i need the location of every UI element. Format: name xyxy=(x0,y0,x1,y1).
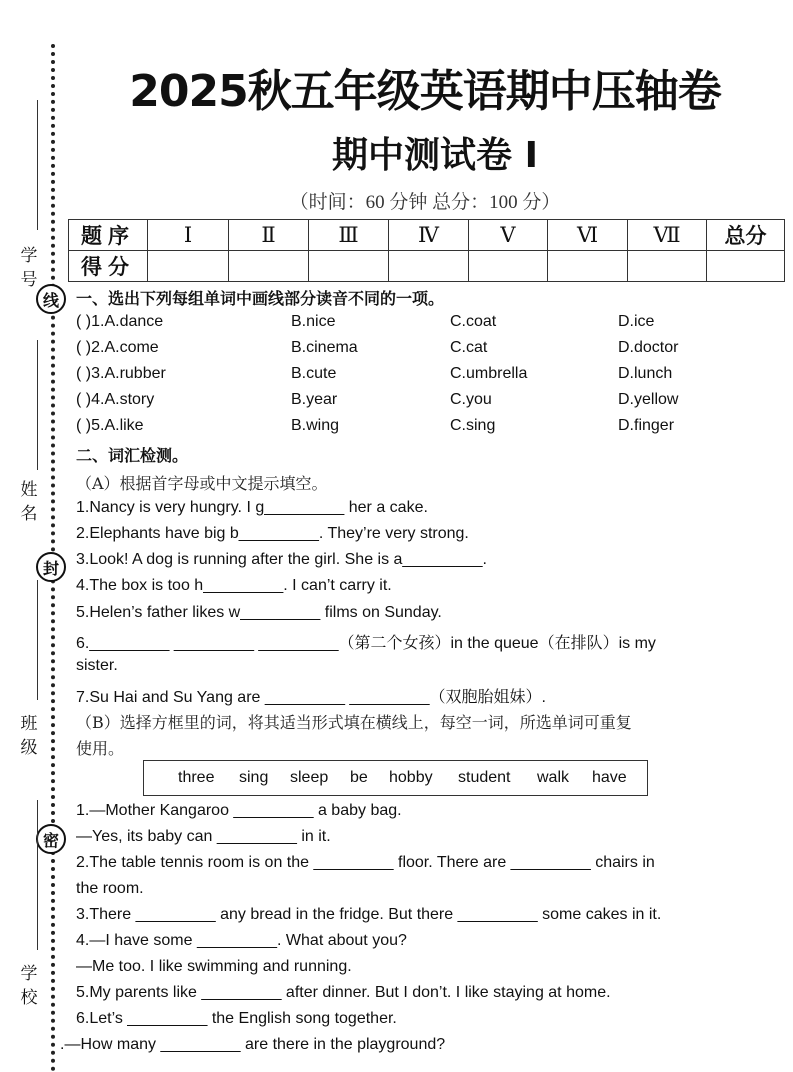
b-line-4: 4.—I have some _________. What about you? xyxy=(76,932,407,949)
word-box-item: sleep xyxy=(290,769,329,786)
b-line-3: 3.There _________ any bread in the fridge. But there _________ some cakes in it. xyxy=(76,906,662,923)
b-line-2: 2.The table tennis room is on the _________ floor. There are _________ chairs in xyxy=(76,854,655,871)
a-line-7: 7.Su Hai and Su Yang are _________ _________（双胞胎姐妹）. xyxy=(76,689,546,706)
section1-heading: 一、选出下列每组单词中画线部分读音不同的一项。 xyxy=(76,289,445,308)
q5-b: B.wing xyxy=(291,417,340,434)
col-header: Ⅲ xyxy=(309,220,389,251)
a-line-4: 4.The box is too h_________. I can’t carry it. xyxy=(76,577,392,594)
word-box xyxy=(143,760,648,796)
page-subtitle: 期中测试卷 Ⅰ xyxy=(332,135,538,176)
page-title: 2025秋五年级英语期中压轴卷 xyxy=(129,66,721,117)
score-cell[interactable] xyxy=(389,251,469,282)
word-box-item: three xyxy=(178,769,215,786)
b-line-6: 6.Let’s _________ the English song together. xyxy=(76,1010,397,1027)
b-line-7: .—How many _________ are there in the playground? xyxy=(60,1036,446,1053)
class-line xyxy=(37,580,38,700)
a-line-2: 2.Elephants have big b_________. They’re very strong. xyxy=(76,525,469,542)
seal-feng: 封 xyxy=(36,552,66,582)
col-header: Ⅱ xyxy=(229,220,309,251)
score-cell[interactable] xyxy=(707,251,785,282)
score-cell[interactable] xyxy=(628,251,707,282)
q5-d: D.finger xyxy=(618,417,675,434)
score-cell[interactable] xyxy=(548,251,628,282)
word-box-item: be xyxy=(350,769,368,786)
class-label: 班 级 xyxy=(20,714,38,758)
q1-c: C.coat xyxy=(450,313,497,330)
q1-b: B.nice xyxy=(291,313,336,330)
a-line-3: 3.Look! A dog is running after the girl. She is a_________. xyxy=(76,551,487,568)
b-line-1-reply: —Yes, its baby can _________ in it. xyxy=(76,828,331,845)
student-id-label: 学 号 xyxy=(20,246,38,290)
q3-b: B.cute xyxy=(291,365,337,382)
q2-d: D.doctor xyxy=(618,339,679,356)
b-line-4-reply: —Me too. I like swimming and running. xyxy=(76,958,352,975)
section2-heading: 二、词汇检测。 xyxy=(76,446,189,465)
a-line-1: 1.Nancy is very hungry. I g_________ her a cake. xyxy=(76,499,428,516)
score-cell[interactable] xyxy=(229,251,309,282)
q2-a: ( )2.A.come xyxy=(76,339,159,356)
q3-c: C.umbrella xyxy=(450,365,528,382)
a-line-5: 5.Helen’s father likes w_________ films on Sunday. xyxy=(76,604,442,621)
word-box-item: hobby xyxy=(389,769,433,786)
school-line xyxy=(37,800,38,950)
q4-a: ( )4.A.story xyxy=(76,391,155,408)
q5-c: C.sing xyxy=(450,417,496,434)
row-label-score: 得分 xyxy=(69,251,148,282)
part-a-instruction: （A）根据首字母或中文提示填空。 xyxy=(76,474,328,493)
col-header-total: 总分 xyxy=(707,220,785,251)
word-box-item: have xyxy=(592,769,627,786)
word-box-item: student xyxy=(458,769,511,786)
q3-a: ( )3.A.rubber xyxy=(76,365,166,382)
q3-d: D.lunch xyxy=(618,365,673,382)
word-box-item: walk xyxy=(537,769,570,786)
q1-a: ( )1.A.dance xyxy=(76,313,164,330)
col-header: Ⅵ xyxy=(548,220,628,251)
q2-b: B.cinema xyxy=(291,339,358,356)
name-line xyxy=(37,340,38,470)
b-line-5: 5.My parents like _________ after dinner. But I don’t. I like staying at home. xyxy=(76,984,611,1001)
school-label: 学 校 xyxy=(20,964,38,1008)
q5-a: ( )5.A.like xyxy=(76,417,144,434)
col-header: Ⅶ xyxy=(628,220,707,251)
q1-d: D.ice xyxy=(618,313,655,330)
q4-d: D.yellow xyxy=(618,391,679,408)
score-cell[interactable] xyxy=(309,251,389,282)
seal-mi: 密 xyxy=(36,824,66,854)
b-line-2-cont: the room. xyxy=(76,880,144,897)
q4-b: B.year xyxy=(291,391,338,408)
name-label: 姓 名 xyxy=(20,480,38,524)
score-cell[interactable] xyxy=(148,251,229,282)
col-header: Ⅴ xyxy=(469,220,548,251)
row-label-question-order: 题序 xyxy=(69,220,148,251)
score-table-row-header xyxy=(69,220,785,251)
a-line-6-cont: sister. xyxy=(76,657,118,674)
q2-c: C.cat xyxy=(450,339,488,356)
col-header: Ⅳ xyxy=(389,220,469,251)
q4-c: C.you xyxy=(450,391,492,408)
a-line-6: 6._________ _________ _________（第二个女孩）in the queue（在排队）is my xyxy=(76,635,656,652)
score-table xyxy=(68,219,785,282)
score-cell[interactable] xyxy=(469,251,548,282)
b-line-1: 1.—Mother Kangaroo _________ a baby bag. xyxy=(76,802,402,819)
time-info: （时间：60 分钟 总分：100 分） xyxy=(289,192,561,213)
part-b-instruction: （B）选择方框里的词，将其适当形式填在横线上，每空一词，所选单词可重复 xyxy=(76,713,632,732)
score-table-row-score xyxy=(69,251,785,282)
col-header: Ⅰ xyxy=(148,220,229,251)
part-b-instruction-cont: 使用。 xyxy=(76,739,125,758)
seal-xian: 线 xyxy=(36,284,66,314)
word-box-item: sing xyxy=(239,769,269,786)
